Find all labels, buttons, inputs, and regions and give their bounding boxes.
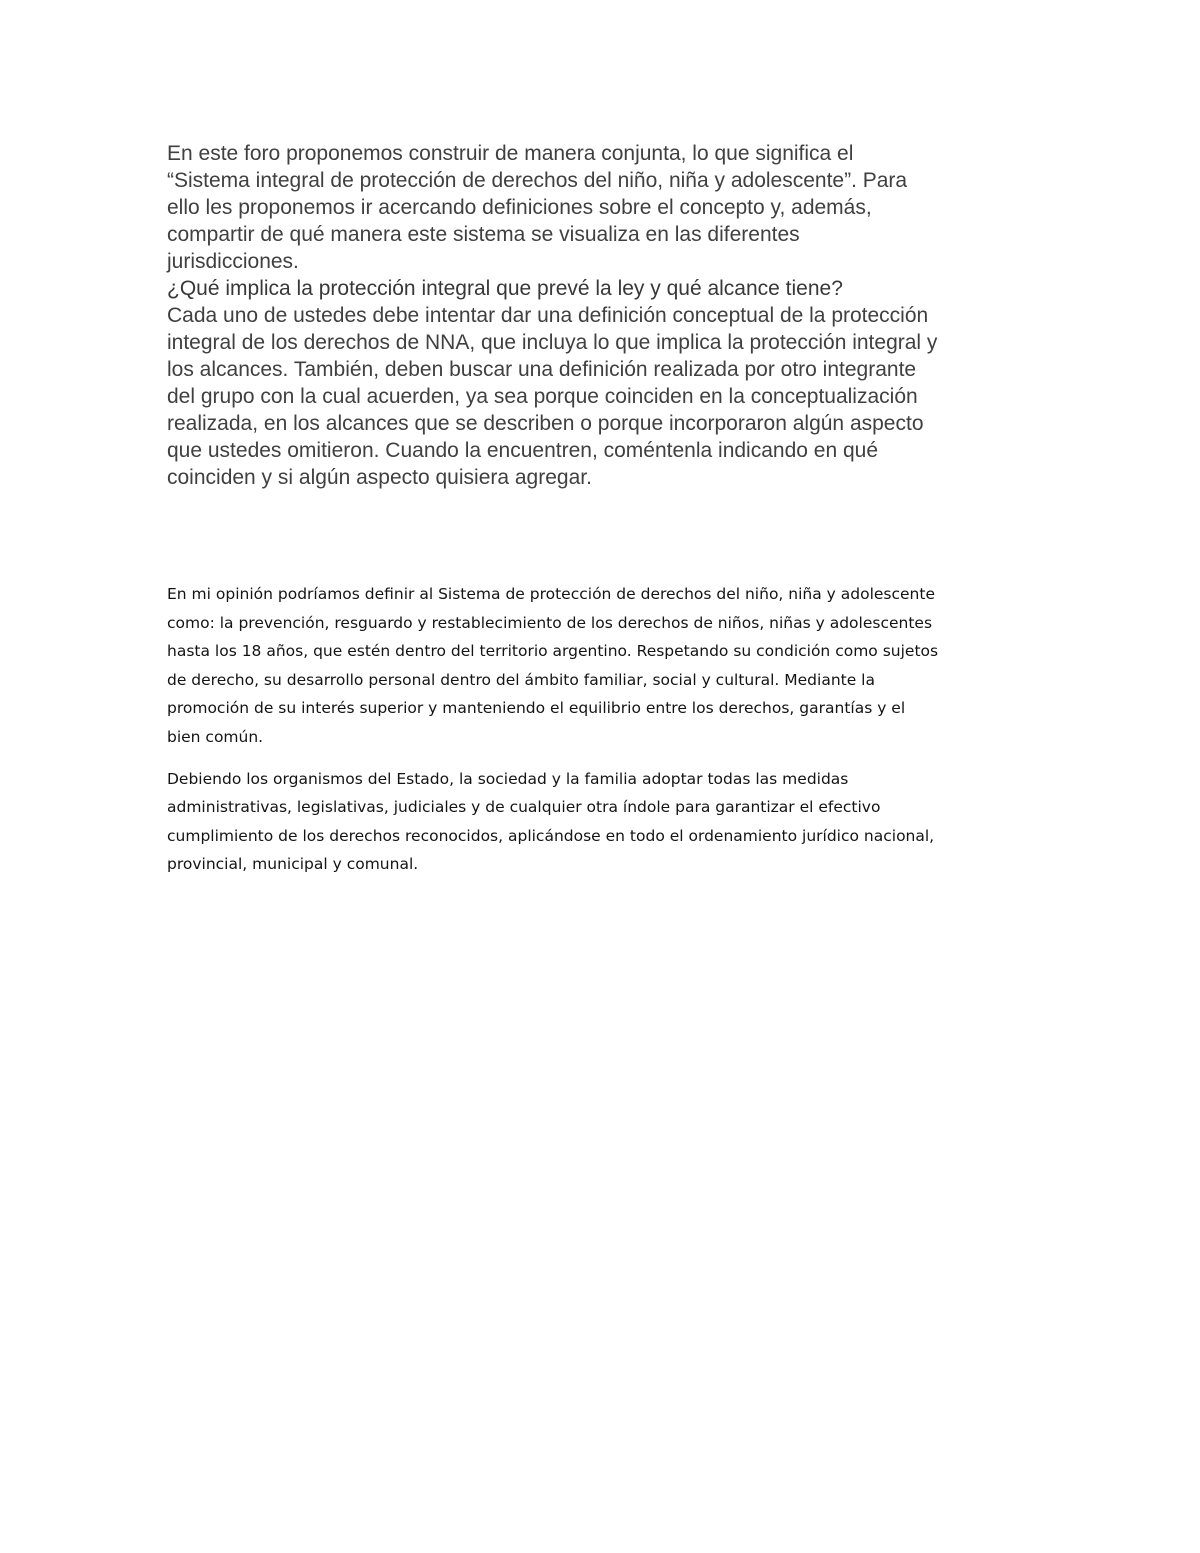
prompt-question: ¿Qué implica la protección integral que prevé la ley y qué alcance tiene? [167,277,843,300]
forum-answer [167,580,1047,879]
prompt-intro-paragraph: En este foro proponemos construir de manera conjunta, lo que significa el “Sistema integral de protección de derechos del niño, niña y adolescente”. Para ello les proponemos ir acercando definiciones sobre el concepto y, además, compartir de qué manera este sistema se visualiza en las diferentes jurisdicciones. [167,142,908,273]
answer-paragraph-1: En mi opinión podríamos definir al Sistema de protección de derechos del niño, niña y adolescente como: la prevención, resguardo y restablecimiento de los derechos de niños, niñas y adolescentes hasta los 18 años, que estén dentro del territorio argentino. Respetando su condición como sujetos de derecho, su desarrollo personal dentro del ámbito familiar, social y cultural. Mediante la promoción de su interés superior y manteniendo el equilibrio entre los derechos, garantías y el bien común. [167,585,939,746]
prompt-instructions-paragraph: Cada uno de ustedes debe intentar dar una definición conceptual de la protección integral de los derechos de NNA, que incluya lo que implica la protección integral y los alcances. También, deben buscar una definición realizada por otro integrante del grupo con la cual acuerden, ya sea porque coinciden en la conceptualización realizada, en los alcances que se describen o porque incorporaron algún aspecto que ustedes omitieron. Cuando la encuentren, coméntenla indicando en qué coinciden y si algún aspecto quisiera agregar. [167,304,938,489]
forum-prompt [167,140,1047,491]
answer-paragraph-2: Debiendo los organismos del Estado, la sociedad y la familia adoptar todas las medidas administrativas, legislativas, judiciales y de cualquier otra índole para garantizar el efectivo cumplimiento de los derechos reconocidos, aplicándose en todo el ordenamiento jurídico nacional, provincial, municipal y comunal. [167,769,935,874]
